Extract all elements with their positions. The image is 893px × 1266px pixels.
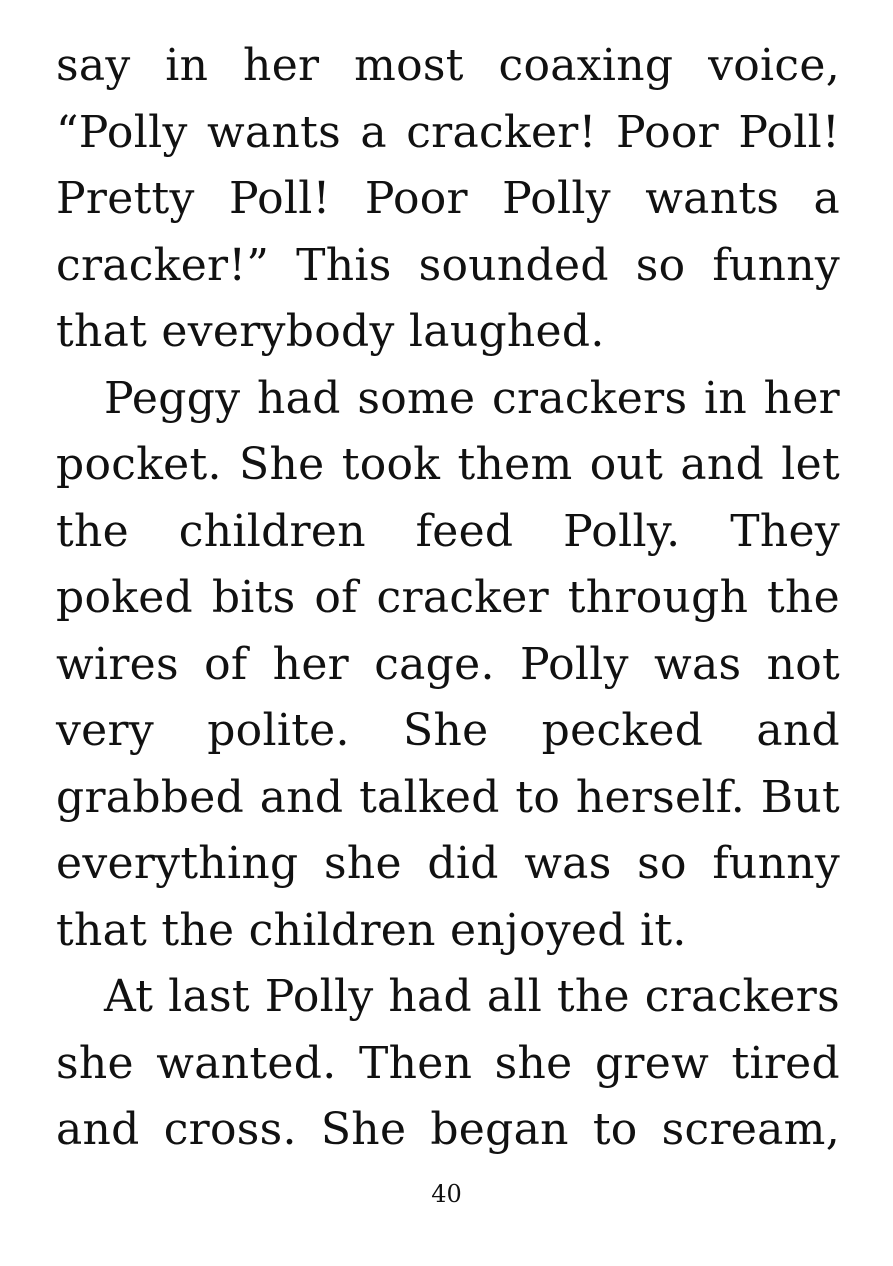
text-line: Peggy had some crackers in her (104, 372, 840, 424)
text-line: that everybody laughed. (56, 306, 605, 357)
paragraph-2 (56, 366, 840, 965)
text-line: poked bits of cracker through the (56, 572, 840, 623)
text-line: very polite. She pecked and (56, 705, 840, 756)
text-line: cracker!” This sounded so funny (56, 239, 840, 291)
text-line: everything she did was so funny (56, 838, 840, 889)
text-line: the children feed Polly. They (56, 505, 840, 557)
paragraph-1 (56, 33, 840, 366)
text-line: say in her most coaxing voice, (56, 40, 840, 91)
page-body (56, 33, 840, 1164)
text-line: that the children enjoyed it. (56, 904, 687, 956)
text-line: she wanted. Then she grew tired (56, 1037, 840, 1089)
text-line: grabbed and talked to herself. But (56, 771, 840, 823)
text-line: “Polly wants a cracker! Poor Poll! (56, 106, 840, 158)
text-line: and cross. She began to scream, (56, 1104, 840, 1155)
paragraph-3 (56, 964, 840, 1164)
text-line: Pretty Poll! Poor Polly wants a (56, 173, 840, 224)
text-line: pocket. She took them out and let (56, 439, 840, 490)
text-line: wires of her cage. Polly was not (56, 638, 840, 690)
text-line: At last Polly had all the crackers (104, 971, 840, 1022)
page-number: 40 (431, 1180, 462, 1208)
